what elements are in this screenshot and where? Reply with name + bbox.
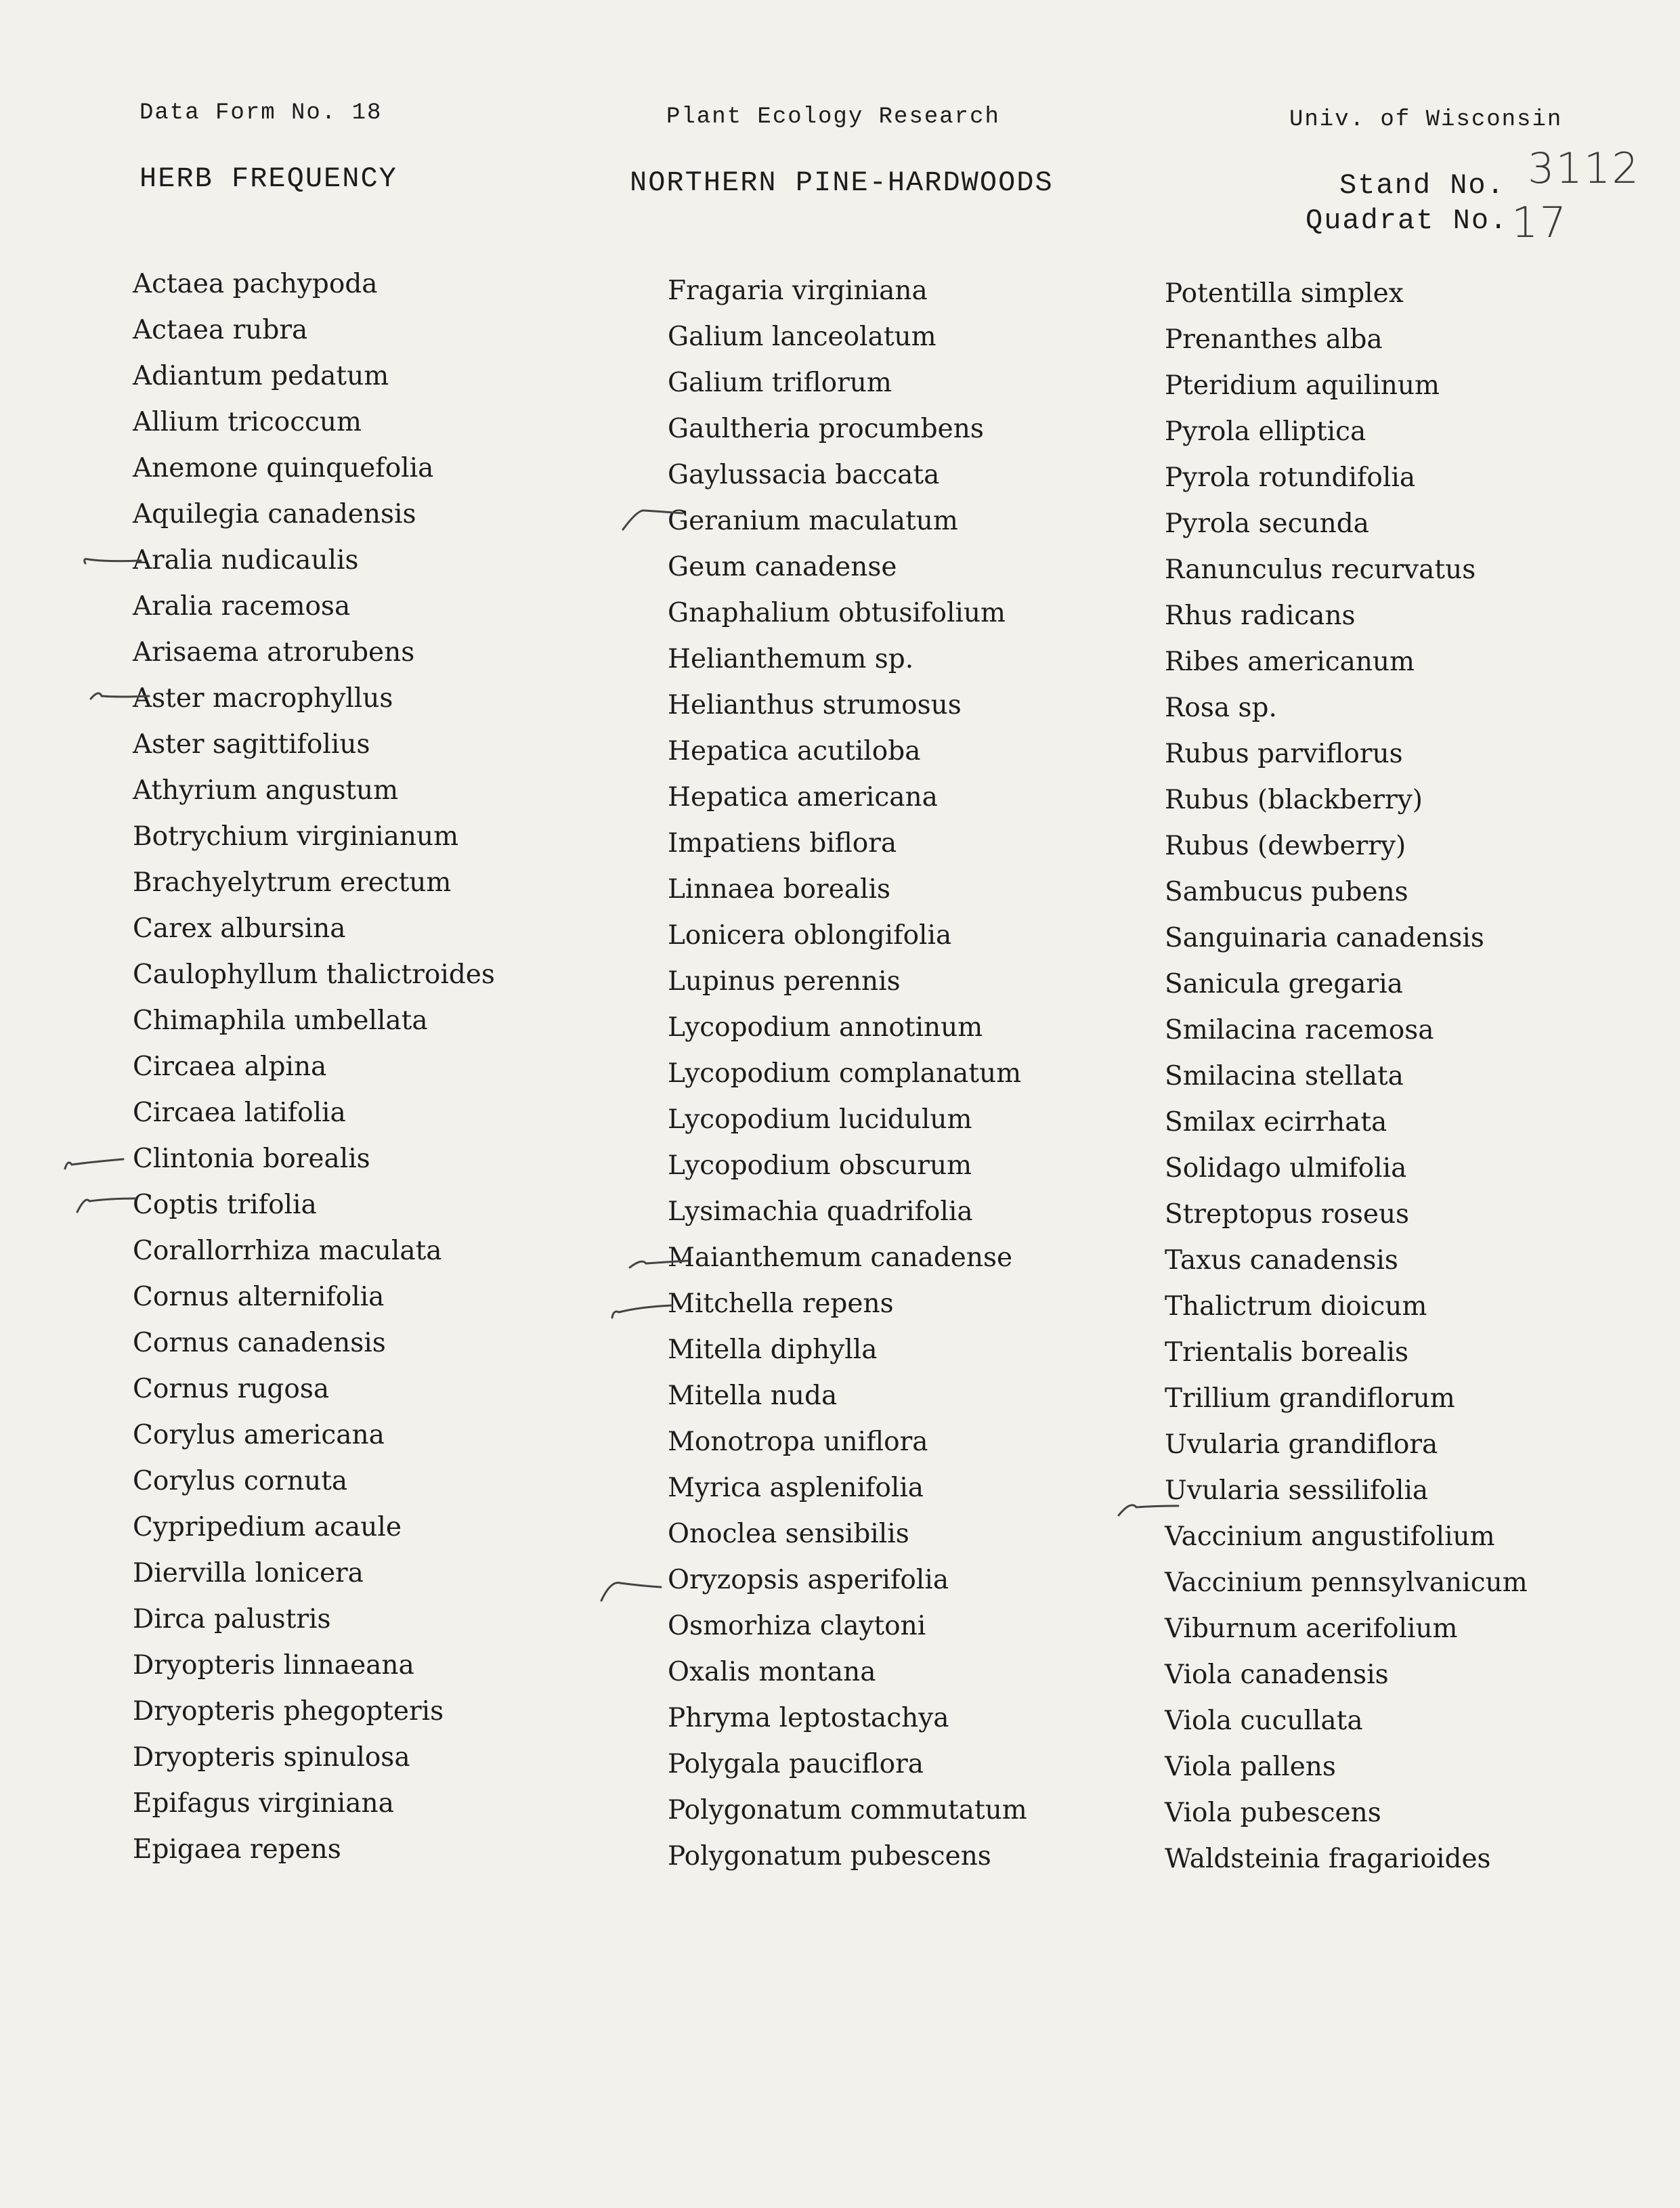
species-item: Viola canadensis	[1165, 1660, 1389, 1690]
species-item: Hepatica acutiloba	[668, 736, 921, 766]
species-item: Geranium maculatum	[668, 506, 958, 536]
stand-label: Stand No.	[1339, 169, 1505, 202]
species-item: Corylus cornuta	[133, 1466, 348, 1496]
species-item: Arisaema atrorubens	[133, 637, 415, 668]
species-item: Cornus canadensis	[133, 1328, 386, 1358]
species-item: Lycopodium lucidulum	[668, 1104, 972, 1135]
species-item: Coptis trifolia	[133, 1190, 317, 1220]
species-item: Gaylussacia baccata	[668, 460, 940, 490]
species-item: Brachyelytrum erectum	[133, 867, 452, 898]
species-item: Athyrium angustum	[133, 775, 399, 806]
species-column-2	[668, 268, 1027, 1880]
species-item: Osmorhiza claytoni	[668, 1611, 926, 1641]
species-item: Aster sagittifolius	[133, 729, 370, 760]
species-item: Sanguinaria canadensis	[1165, 923, 1484, 953]
species-item: Mitella nuda	[668, 1381, 838, 1411]
species-item: Mitella diphylla	[668, 1335, 878, 1365]
species-item: Chimaphila umbellata	[133, 1005, 428, 1036]
species-item: Oxalis montana	[668, 1657, 876, 1687]
species-item: Lupinus perennis	[668, 966, 901, 997]
species-item: Pyrola rotundifolia	[1165, 462, 1416, 493]
species-item: Viola cucullata	[1165, 1706, 1363, 1736]
species-item: Circaea alpina	[133, 1052, 327, 1082]
species-item: Smilacina stellata	[1165, 1061, 1404, 1091]
institution-name: Univ. of Wisconsin	[1289, 107, 1563, 133]
species-item: Streptopus roseus	[1165, 1199, 1410, 1230]
species-item: Taxus canadensis	[1165, 1245, 1398, 1276]
species-item: Botrychium virginianum	[133, 821, 459, 852]
species-item: Corallorrhiza maculata	[133, 1236, 442, 1266]
species-item: Lonicera oblongifolia	[668, 920, 952, 951]
species-item: Uvularia grandiflora	[1165, 1429, 1438, 1460]
species-item: Maianthemum canadense	[668, 1242, 1013, 1273]
species-item: Circaea latifolia	[133, 1098, 346, 1128]
species-item: Lycopodium complanatum	[668, 1058, 1022, 1089]
species-item: Caulophyllum thalictroides	[133, 959, 495, 990]
species-item: Hepatica americana	[668, 782, 938, 813]
species-item: Ribes americanum	[1165, 647, 1415, 677]
species-item: Diervilla lonicera	[133, 1558, 364, 1588]
species-item: Prenanthes alba	[1165, 324, 1383, 355]
species-item: Linnaea borealis	[668, 874, 890, 905]
species-item: Oryzopsis asperifolia	[668, 1565, 949, 1595]
form-type-title: HERB FREQUENCY	[139, 163, 397, 195]
species-item: Pyrola elliptica	[1165, 416, 1366, 447]
species-column-1	[133, 261, 495, 1873]
species-column-3	[1165, 271, 1528, 1882]
species-item: Potentilla simplex	[1165, 278, 1404, 309]
species-item: Rubus (dewberry)	[1165, 831, 1406, 861]
community-title: NORTHERN PINE-HARDWOODS	[630, 167, 1054, 199]
species-item: Gaultheria procumbens	[668, 414, 984, 444]
species-item: Actaea rubra	[133, 315, 308, 345]
species-item: Phryma leptostachya	[668, 1703, 949, 1733]
species-item: Allium tricoccum	[133, 407, 362, 437]
species-item: Viburnum acerifolium	[1165, 1614, 1458, 1644]
species-item: Epifagus virginiana	[133, 1788, 394, 1819]
species-item: Clintonia borealis	[133, 1144, 370, 1174]
project-name: Plant Ecology Research	[666, 104, 1000, 130]
species-item: Impatiens biflora	[668, 828, 897, 859]
species-item: Polygonatum pubescens	[668, 1841, 991, 1871]
species-item: Dirca palustris	[133, 1604, 331, 1635]
species-item: Lycopodium annotinum	[668, 1012, 983, 1043]
species-item: Actaea pachypoda	[133, 269, 378, 299]
species-item: Lysimachia quadrifolia	[668, 1196, 973, 1227]
stand-number-handwritten: 3112	[1528, 144, 1640, 193]
species-item: Anemone quinquefolia	[133, 453, 434, 483]
species-item: Adiantum pedatum	[133, 361, 389, 391]
species-item: Pyrola secunda	[1165, 508, 1369, 539]
species-item: Uvularia sessilifolia	[1165, 1475, 1429, 1506]
species-item: Myrica asplenifolia	[668, 1473, 924, 1503]
species-item: Solidago ulmifolia	[1165, 1153, 1407, 1184]
species-item: Gnaphalium obtusifolium	[668, 598, 1006, 628]
species-item: Carex albursina	[133, 913, 346, 944]
species-item: Thalictrum dioicum	[1165, 1291, 1427, 1322]
species-item: Helianthus strumosus	[668, 690, 962, 720]
species-item: Corylus americana	[133, 1420, 385, 1450]
species-item: Aster macrophyllus	[133, 683, 393, 714]
species-item: Sanicula gregaria	[1165, 969, 1403, 999]
quadrat-label: Quadrat No.	[1306, 204, 1509, 237]
species-item: Mitchella repens	[668, 1289, 894, 1319]
species-item: Rubus parviflorus	[1165, 739, 1403, 769]
species-item: Onoclea sensibilis	[668, 1519, 909, 1549]
species-item: Viola pubescens	[1165, 1798, 1381, 1828]
species-item: Viola pallens	[1165, 1752, 1336, 1782]
species-item: Ranunculus recurvatus	[1165, 555, 1476, 585]
species-item: Aralia racemosa	[133, 591, 351, 622]
checkmark-icon	[58, 1148, 126, 1175]
checkmark-icon	[596, 1576, 664, 1603]
species-item: Galium lanceolatum	[668, 322, 936, 352]
species-item: Dryopteris linnaeana	[133, 1650, 414, 1681]
species-item: Cornus rugosa	[133, 1374, 330, 1404]
species-item: Fragaria virginiana	[668, 276, 928, 306]
species-item: Smilacina racemosa	[1165, 1015, 1434, 1045]
species-item: Cypripedium acaule	[133, 1512, 402, 1542]
species-item: Rosa sp.	[1165, 693, 1277, 723]
species-item: Geum canadense	[668, 552, 897, 582]
species-item: Lycopodium obscurum	[668, 1150, 972, 1181]
checkmark-icon	[72, 1192, 139, 1219]
quadrat-number-handwritten: 17	[1511, 198, 1568, 247]
species-item: Trientalis borealis	[1165, 1337, 1408, 1368]
species-item: Monotropa uniflora	[668, 1427, 928, 1457]
species-item: Pteridium aquilinum	[1165, 370, 1440, 401]
species-item: Polygonatum commutatum	[668, 1795, 1027, 1825]
species-item: Sambucus pubens	[1165, 877, 1408, 907]
species-item: Galium triflorum	[668, 368, 892, 398]
species-item: Rhus radicans	[1165, 601, 1356, 631]
species-item: Trillium grandiflorum	[1165, 1383, 1455, 1414]
species-item: Vaccinium pennsylvanicum	[1165, 1567, 1528, 1598]
species-item: Aralia nudicaulis	[133, 545, 359, 576]
species-item: Epigaea repens	[133, 1834, 341, 1865]
species-item: Cornus alternifolia	[133, 1282, 385, 1312]
species-item: Dryopteris phegopteris	[133, 1696, 444, 1727]
species-item: Waldsteinia fragarioides	[1165, 1844, 1491, 1874]
species-item: Helianthemum sp.	[668, 644, 914, 674]
checkmark-icon	[607, 1297, 674, 1324]
species-item: Rubus (blackberry)	[1165, 785, 1423, 815]
species-item: Aquilegia canadensis	[133, 499, 416, 529]
species-item: Vaccinium angustifolium	[1165, 1521, 1495, 1552]
species-item: Smilax ecirrhata	[1165, 1107, 1387, 1138]
species-item: Polygala pauciflora	[668, 1749, 924, 1779]
form-number: Data Form No. 18	[139, 100, 383, 126]
species-item: Dryopteris spinulosa	[133, 1742, 410, 1773]
